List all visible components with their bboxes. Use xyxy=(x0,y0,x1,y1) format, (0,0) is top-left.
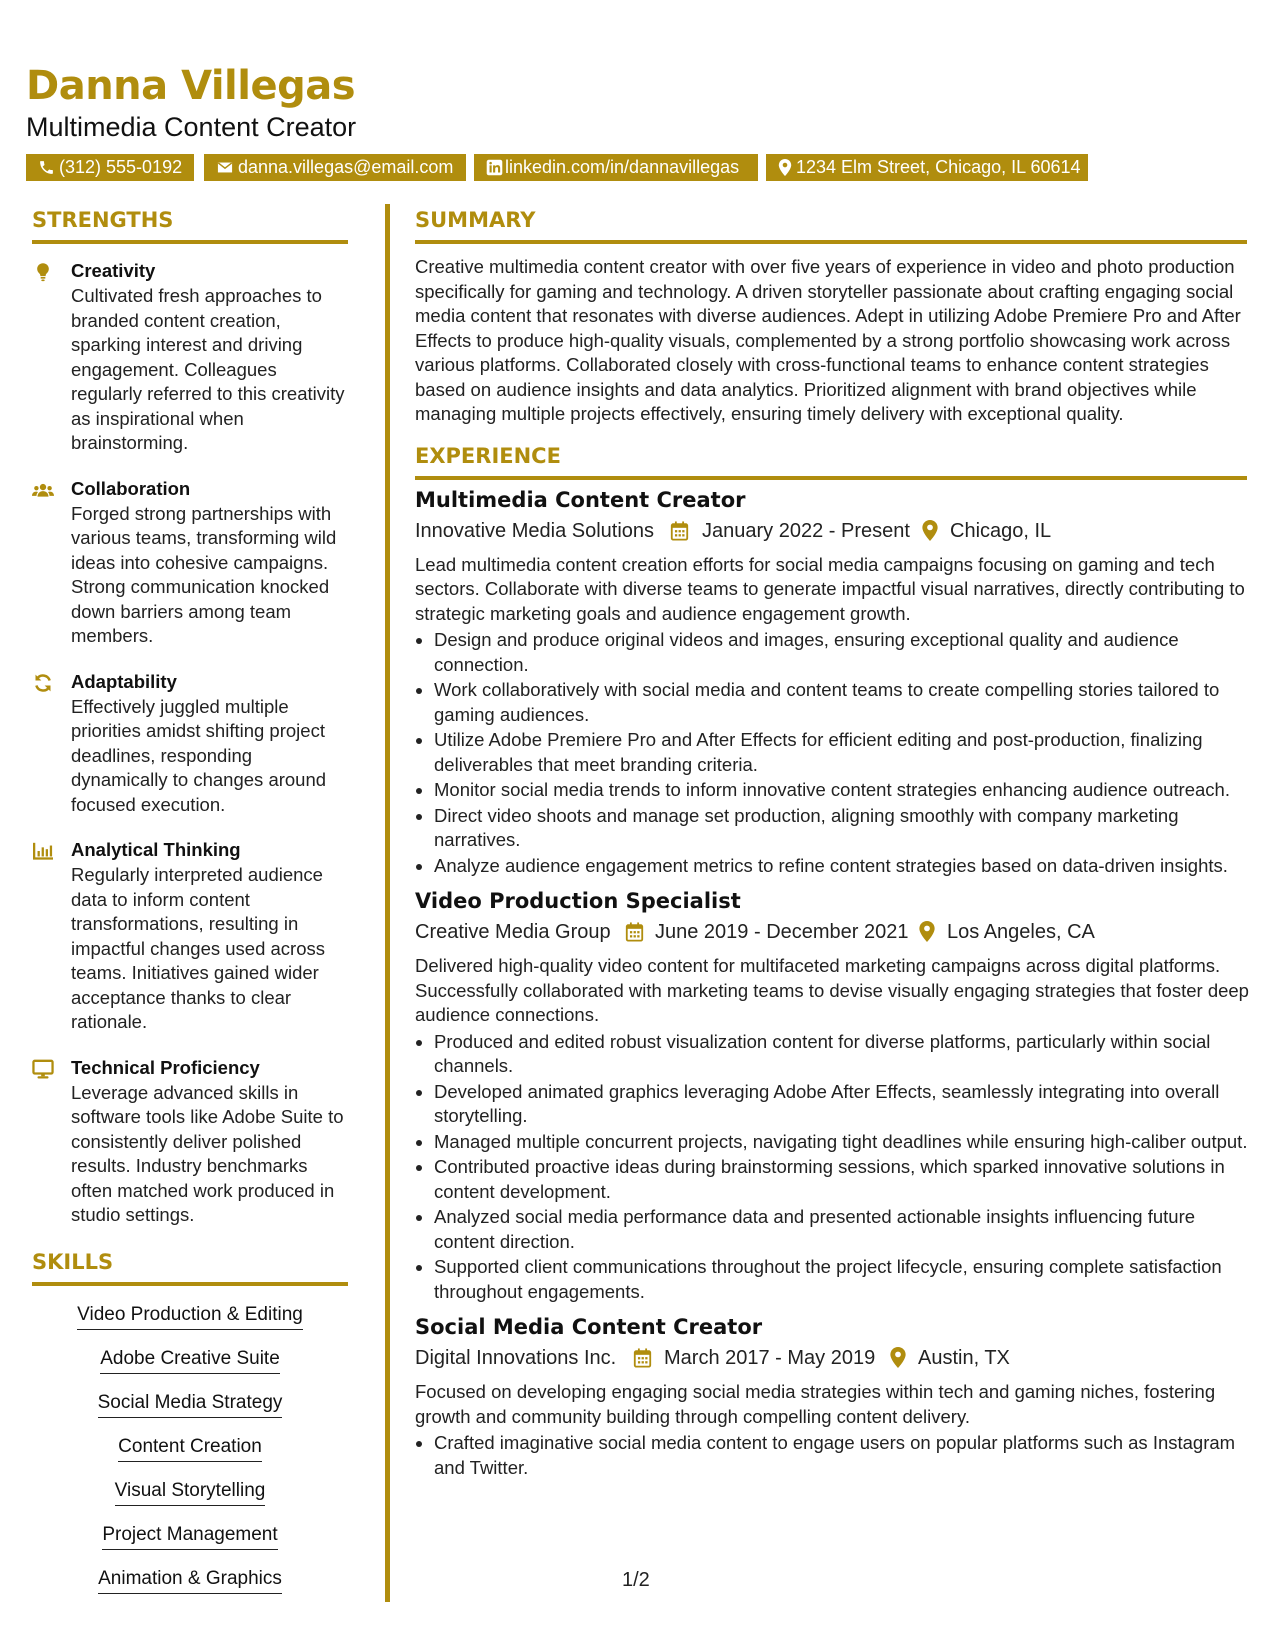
job-location: Chicago, IL xyxy=(950,519,1052,542)
job-title: Video Production Specialist xyxy=(415,889,741,913)
bullet-item: • Supported client communications throughout the project lifecycle, ensuring complete satisfaction throughout engagements. xyxy=(434,1255,1255,1304)
job-title: Social Media Content Creator xyxy=(415,1315,763,1339)
strength-item xyxy=(32,669,350,818)
summary-heading: SUMMARY xyxy=(415,208,536,232)
job-bullets xyxy=(415,1030,1255,1305)
linkedin-chip[interactable] xyxy=(474,154,758,181)
email-chip[interactable] xyxy=(204,154,466,181)
resume-header xyxy=(26,62,1256,144)
strength-name: Analytical Thinking xyxy=(71,839,241,860)
skills-heading: SKILLS xyxy=(32,1249,114,1274)
address-text: 1234 Elm Street, Chicago, IL 60614 xyxy=(796,157,1081,177)
summary-text: Creative multimedia content creator with over five years of experience in video and photo production specifically for gaming and technology. A driven storyteller passionate about crafting engaging social media content that resonates with diverse audiences. Adept in utilizing Adobe Premiere Pro and After Effects to produce high-quality visuals, complemented by a strong portfolio showcasing work across various platforms. Collaborated closely with cross-functional teams to enhance content strategies based on audience insights and data analytics. Prioritized alignment with brand objectives while managing multiple projects effectively, ensuring timely delivery with exceptional quality. xyxy=(415,256,1241,424)
strength-item xyxy=(32,837,350,1035)
job-description: Focused on developing engaging social media strategies within tech and gaming niches, fostering growth and community building through compelling content delivery. xyxy=(415,1381,1216,1427)
strength-name: Creativity xyxy=(71,260,156,281)
strength-name: Collaboration xyxy=(71,477,191,499)
phone-text: (312) 555-0192 xyxy=(59,157,183,177)
job-dates: March 2017 - May 2019 xyxy=(664,1347,876,1369)
bullet-item: • Managed multiple concurrent projects, navigating tight deadlines while ensuring high-caliber output. xyxy=(434,1130,1255,1155)
strengths-list xyxy=(32,258,350,1228)
job-entry xyxy=(415,887,1255,1304)
strength-desc: Cultivated fresh approaches to branded content creation, sparking interest and driving engagement. Colleagues regularly referred to this creativity as inspirational when brainstorming. xyxy=(71,285,345,453)
candidate-title: Multimedia Content Creator xyxy=(26,112,357,142)
job-company: Creative Media Group xyxy=(415,921,611,943)
bullet-item: • Design and produce original videos and images, ensuring exceptional quality and audience connection. xyxy=(434,628,1255,677)
bullet-item: • Produced and edited robust visualization content for diverse platforms, particularly within social channels. xyxy=(434,1030,1255,1079)
strength-desc: Forged strong partnerships with various teams, transforming wild ideas into cohesive campaigns. Strong communication knocked down barriers among team members. xyxy=(71,502,337,646)
bullet-item: • Work collaboratively with social media and content teams to create compelling stories tailored to gaming audiences. xyxy=(434,678,1255,727)
bullet-item: • Analyzed social media performance data and presented actionable insights influencing future content direction. xyxy=(434,1205,1255,1254)
strength-item xyxy=(32,258,350,456)
strengths-heading: STRENGTHS xyxy=(32,208,174,232)
skill-item: Social Media Strategy xyxy=(98,1390,283,1418)
bullet-item: • Monitor social media trends to inform innovative content strategies enhancing audience outreach. xyxy=(434,778,1255,803)
job-meta xyxy=(415,517,1255,547)
job-meta xyxy=(415,918,1255,948)
column-divider xyxy=(385,204,390,1602)
strength-desc: Regularly interpreted audience data to inform content transformations, resulting in impactful changes used across teams. Initiatives gained wider acceptance thanks to clear rationale. xyxy=(71,864,325,1032)
phone-chip[interactable] xyxy=(26,154,194,181)
map-pin-icon xyxy=(890,1347,906,1368)
job-meta xyxy=(415,1344,1255,1374)
users-icon xyxy=(32,480,54,500)
summary-rule xyxy=(415,240,1247,244)
address-chip[interactable] xyxy=(766,154,1088,181)
skill-item: Adobe Creative Suite xyxy=(100,1346,280,1374)
strength-name: Adaptability xyxy=(71,670,177,692)
experience-heading: EXPERIENCE xyxy=(415,443,561,468)
job-company: Innovative Media Solutions xyxy=(415,519,655,542)
strength-desc: Effectively juggled multiple priorities amidst shifting project deadlines, responding dynamically to changes around focused execution. xyxy=(71,695,327,815)
job-bullets xyxy=(415,1431,1255,1480)
job-description: Lead multimedia content creation efforts for social media campaigns focusing on gaming and tech sectors. Collaborate with diverse teams to generate impactful visual narratives, directly contributing to strategic marketing goals and audience engagement growth. xyxy=(415,553,1245,624)
bullet-item: • Analyze audience engagement metrics to refine content strategies based on data-driven insights. xyxy=(434,854,1255,879)
linkedin-icon xyxy=(486,159,503,176)
strength-item xyxy=(32,1055,350,1228)
calendar-icon xyxy=(625,922,644,942)
job-description: Delivered high-quality video content for multifaceted marketing campaigns across digital platforms. Successfully collaborated with marketing teams to devise visually engaging strategies that foster deep audience connections. xyxy=(415,955,1249,1025)
bullet-item: • Utilize Adobe Premiere Pro and After Effects for efficient editing and post-production, finalizing deliverables that meet branding criteria. xyxy=(434,728,1255,777)
page-number: 1/2 xyxy=(622,1569,650,1591)
job-dates: June 2019 - December 2021 xyxy=(655,921,909,943)
monitor-icon xyxy=(32,1059,54,1079)
bar-chart-icon xyxy=(32,841,54,861)
bullet-item: • Contributed proactive ideas during brainstorming sessions, which sparked innovative solutions in content development. xyxy=(434,1155,1255,1204)
phone-icon xyxy=(38,159,55,176)
strength-name: Technical Proficiency xyxy=(71,1056,260,1078)
calendar-icon xyxy=(633,1348,652,1368)
job-title: Multimedia Content Creator xyxy=(415,487,746,512)
strength-item xyxy=(32,476,350,649)
envelope-icon xyxy=(216,159,234,176)
refresh-icon xyxy=(32,673,54,693)
map-pin-icon xyxy=(778,159,792,176)
job-bullets xyxy=(415,628,1255,878)
skill-item: Project Management xyxy=(102,1522,277,1550)
strengths-rule xyxy=(32,240,348,244)
map-pin-icon xyxy=(919,921,935,942)
left-column xyxy=(32,206,350,1610)
skill-item: Visual Storytelling xyxy=(115,1478,266,1506)
job-location: Los Angeles, CA xyxy=(947,921,1095,943)
skill-item: Content Creation xyxy=(118,1434,262,1462)
bullet-item: • Crafted imaginative social media content to engage users on popular platforms such as Instagram and Twitter. xyxy=(434,1431,1255,1480)
job-entry xyxy=(415,1313,1255,1480)
skills-rule xyxy=(32,1282,348,1286)
candidate-name: Danna Villegas xyxy=(26,63,356,109)
lightbulb-icon xyxy=(32,262,54,282)
bullet-item: • Direct video shoots and manage set production, aligning smoothly with company marketing narratives. xyxy=(434,804,1255,853)
map-pin-icon xyxy=(922,520,938,541)
strength-desc: Leverage advanced skills in software tools like Adobe Suite to consistently deliver polished results. Industry benchmarks often matched work produced in studio settings. xyxy=(71,1081,344,1225)
email-text: danna.villegas@email.com xyxy=(238,157,454,177)
linkedin-text: linkedin.com/in/dannavillegas xyxy=(505,157,740,177)
skill-item: Video Production & Editing xyxy=(77,1302,303,1330)
job-location: Austin, TX xyxy=(918,1347,1010,1369)
experience-rule xyxy=(415,476,1247,480)
job-dates: January 2022 - Present xyxy=(702,519,910,542)
right-column xyxy=(415,206,1255,1481)
bullet-item: • Developed animated graphics leveraging Adobe After Effects, seamlessly integrating into overall storytelling. xyxy=(434,1080,1255,1129)
skills-list xyxy=(32,1302,348,1610)
skill-item: Animation & Graphics xyxy=(98,1566,282,1594)
calendar-icon xyxy=(670,521,689,541)
job-entry xyxy=(415,486,1255,879)
job-company: Digital Innovations Inc. xyxy=(415,1347,617,1369)
